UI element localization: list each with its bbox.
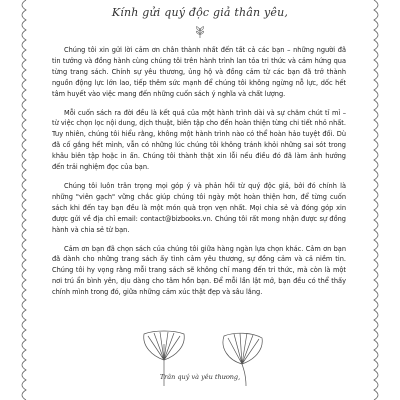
paragraph-4: Cảm ơn bạn đã chọn sách của chúng tôi giữa hàng ngàn lựa chọn khác. Cảm ơn bạn đã dành cho những trang sách ấy tình cảm yêu thương, sự đồng cảm và cả niềm tin. Chúng tôi hy vọng rằng mỗi trang sách sẽ không chỉ mang đến tri thức, mà còn là một nơi trú ẩn bình yên, dịu dàng cho tâm hồn bạn. Để mỗi lần lật mở, bạn đều có thể thấy chính mình trong đó, giữa những cảm xúc thật đẹp và sâu lắng. (52, 244, 346, 297)
sprig-icon (192, 25, 208, 39)
greeting-title: Kính gửi quý độc giả thân yêu, (111, 6, 289, 19)
right-scalloped-border-icon (368, 0, 388, 400)
paragraph-2: Mỗi cuốn sách ra đời đều là kết quả của một hành trình dài và sự chăm chút tỉ mỉ – từ việc chọn lọc nội dung, dịch thuật, biên tập cho đến hoàn thiện từng chi tiết nhỏ nhất. Tuy nhiên, chúng tôi hiểu rằng, không một hành trình nào có thể hoàn hảo tuyệt đối. Dù đã cố gắng hết mình, vẫn có những lúc chúng tôi không tránh khỏi những sai sót trong khâu biên tập hoặc in ấn. Chúng tôi thành thật xin lỗi nếu điều đó đã làm ảnh hưởng đến trải nghiệm đọc của bạn. (52, 108, 346, 172)
paragraph-1: Chúng tôi xin gửi lời cảm ơn chân thành nhất đến tất cả các bạn – những người đã tin tưởng và đồng hành cùng chúng tôi trên hành trình lan tỏa tri thức và cảm hứng qua từng trang sách. Chính sự yêu thương, ủng hộ và đồng cảm từ các bạn đã trở thành nguồn động lực lớn lao, tiếp thêm sức mạnh để chúng tôi không ngừng nỗ lực, dốc hết tâm huyết vào việc mang đến những cuốn sách ý nghĩa và chất lượng. (52, 46, 346, 98)
left-scalloped-border-icon (12, 0, 32, 400)
letter-body (52, 45, 346, 306)
closing-signature: Trân quý và yêu thương, (159, 373, 241, 381)
paragraph-3: Chúng tôi luôn trân trọng mọi góp ý và phản hồi từ quý độc giả, bởi đó chính là những "viên gạch" vững chắc giúp chúng tôi ngày một hoàn thiện hơn, để từng cuốn sách khi đến tay bạn đều là một món quà trọn vẹn nhất. Mọi chia sẻ và đóng góp xin được gửi về địa chỉ email: contact@bizbooks.vn. Chúng tôi rất mong nhận được sự đồng hành và chia sẻ từ bạn. (52, 181, 346, 234)
